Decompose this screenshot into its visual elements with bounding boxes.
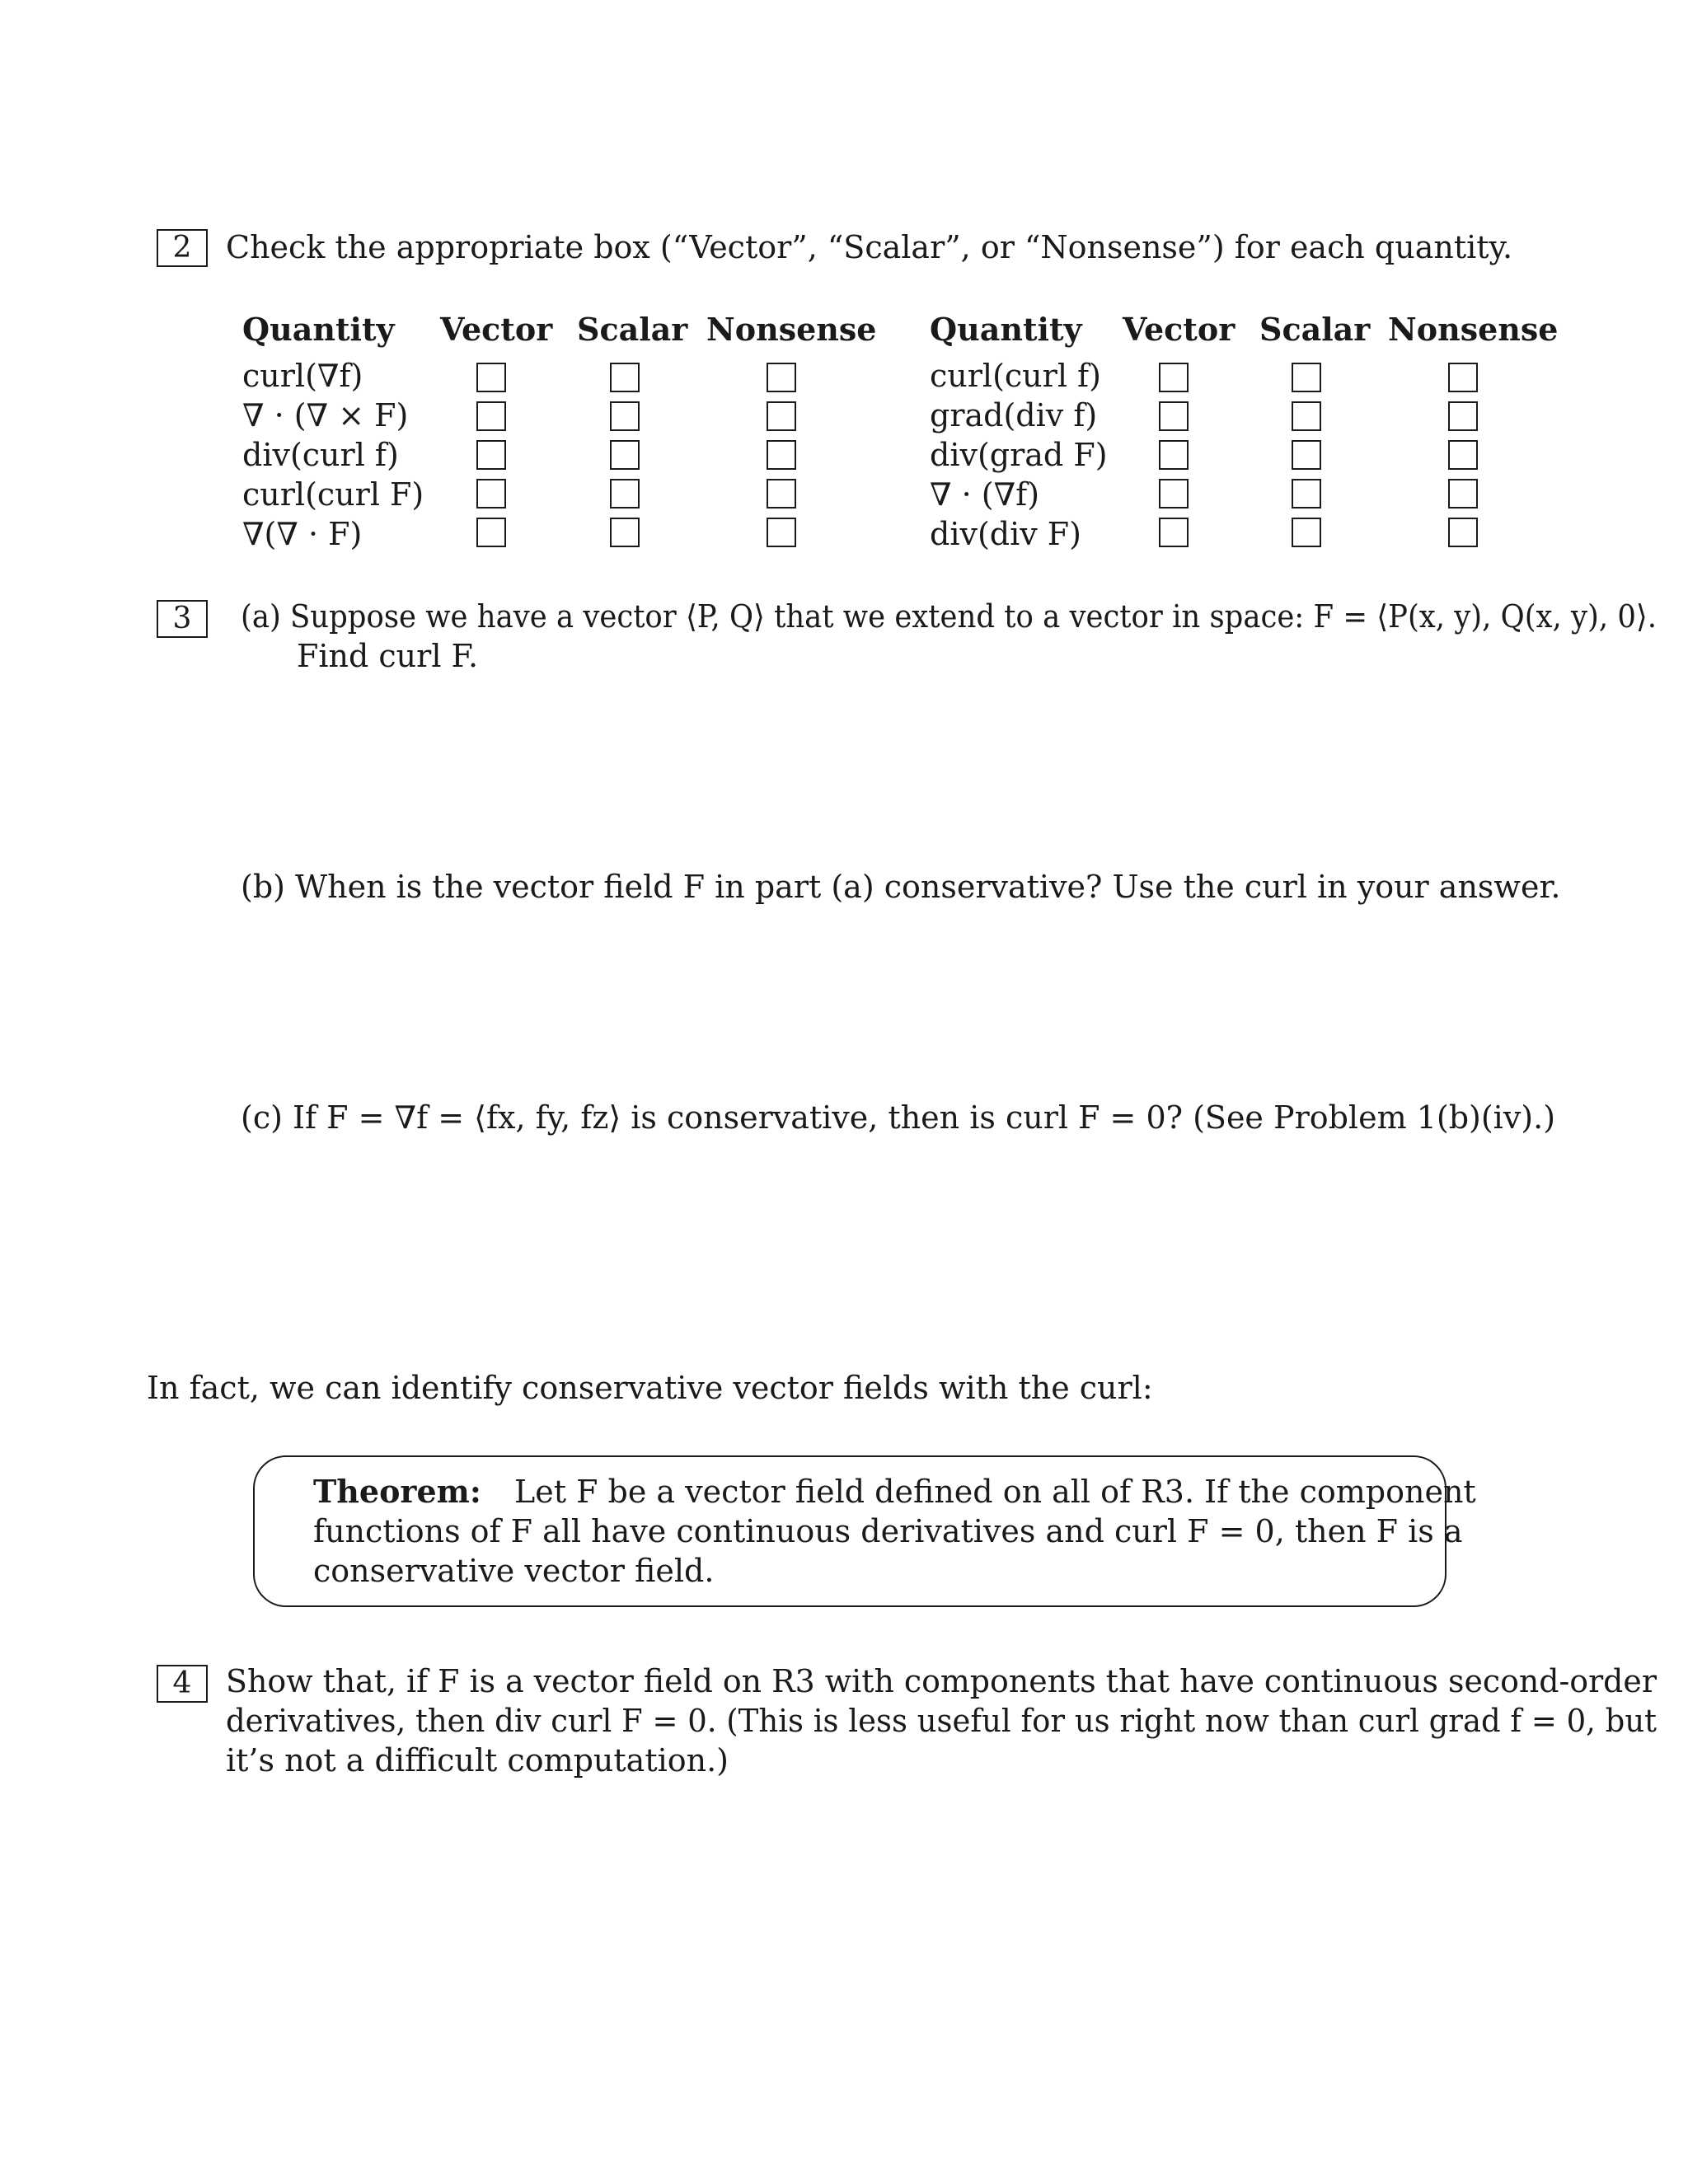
left-header-vector: Vector: [440, 311, 553, 348]
checkbox-left-row2-vector[interactable]: [476, 401, 506, 431]
problem-3-number: 3: [157, 600, 208, 638]
checkbox-right-row2-scalar[interactable]: [1292, 401, 1321, 431]
problem-4-line2: derivatives, then div curl F = 0. (This is less useful for us right now than curl grad f = 0, but: [226, 1703, 1658, 1739]
problem-3-part-a-line2: Find curl F.: [297, 638, 479, 674]
checkbox-right-row2-nonsense[interactable]: [1448, 401, 1478, 431]
right-quantity-row: div(grad F): [930, 437, 1108, 473]
checkbox-left-row5-nonsense[interactable]: [767, 518, 796, 547]
checkbox-right-row1-scalar[interactable]: [1292, 363, 1321, 392]
left-header-scalar: Scalar: [577, 311, 688, 348]
checkbox-left-row2-scalar[interactable]: [610, 401, 640, 431]
left-quantity-row: div(curl f): [242, 437, 399, 473]
checkbox-left-row4-nonsense[interactable]: [767, 479, 796, 509]
problem-3-part-a-line1: (a) Suppose we have a vector ⟨P, Q⟩ that we extend to a vector in space: F = ⟨P(x, y), Q(x, y), 0⟩.: [241, 598, 1658, 635]
checkbox-right-row5-scalar[interactable]: [1292, 518, 1321, 547]
checkbox-right-row1-vector[interactable]: [1159, 363, 1189, 392]
right-quantity-row: div(div F): [930, 516, 1081, 552]
left-header-quantity: Quantity: [242, 311, 395, 348]
checkbox-right-row1-nonsense[interactable]: [1448, 363, 1478, 392]
left-quantity-row: ∇ · (∇ × F): [242, 397, 409, 434]
checkbox-left-row3-nonsense[interactable]: [767, 440, 796, 470]
right-header-nonsense: Nonsense: [1388, 311, 1559, 348]
checkbox-left-row4-vector[interactable]: [476, 479, 506, 509]
checkbox-right-row3-vector[interactable]: [1159, 440, 1189, 470]
checkbox-left-row5-scalar[interactable]: [610, 518, 640, 547]
problem-2-number: 2: [157, 229, 208, 267]
right-quantity-row: curl(curl f): [930, 358, 1101, 394]
checkbox-left-row5-vector[interactable]: [476, 518, 506, 547]
problem-3-part-b: (b) When is the vector field F in part (a) conservative? Use the curl in your answer.: [241, 869, 1561, 905]
checkbox-right-row3-nonsense[interactable]: [1448, 440, 1478, 470]
checkbox-right-row4-scalar[interactable]: [1292, 479, 1321, 509]
checkbox-right-row5-vector[interactable]: [1159, 518, 1189, 547]
theorem-line1: Let F be a vector field defined on all of R3. If the component: [514, 1474, 1476, 1510]
problem-4-line1: Show that, if F is a vector field on R3 with components that have continuous second-order: [226, 1663, 1657, 1699]
problem-3-part-c: (c) If F = ∇f = ⟨fx, fy, fz⟩ is conservative, then is curl F = 0? (See Problem 1(b)(iv).): [241, 1099, 1556, 1136]
problem-4-number: 4: [157, 1665, 208, 1703]
checkbox-left-row1-scalar[interactable]: [610, 363, 640, 392]
theorem-line2: functions of F all have continuous derivatives and curl F = 0, then F is a: [313, 1513, 1463, 1549]
problem-2-prompt: Check the appropriate box (“Vector”, “Scalar”, or “Nonsense”) for each quantity.: [226, 229, 1513, 265]
right-header-scalar: Scalar: [1259, 311, 1371, 348]
theorem-line3: conservative vector field.: [313, 1553, 715, 1589]
checkbox-left-row1-vector[interactable]: [476, 363, 506, 392]
checkbox-left-row1-nonsense[interactable]: [767, 363, 796, 392]
checkbox-right-row5-nonsense[interactable]: [1448, 518, 1478, 547]
problem-4-line3: it’s not a difficult computation.): [226, 1742, 729, 1779]
right-header-vector: Vector: [1123, 311, 1236, 348]
intro-text: In fact, we can identify conservative vector fields with the curl:: [147, 1370, 1153, 1406]
checkbox-left-row3-vector[interactable]: [476, 440, 506, 470]
right-quantity-row: grad(div f): [930, 397, 1098, 434]
left-quantity-row: curl(∇f): [242, 358, 363, 394]
theorem-label-text: Theorem:: [313, 1473, 481, 1510]
left-quantity-row: curl(curl F): [242, 476, 424, 513]
left-header-nonsense: Nonsense: [706, 311, 877, 348]
checkbox-left-row4-scalar[interactable]: [610, 479, 640, 509]
checkbox-left-row3-scalar[interactable]: [610, 440, 640, 470]
checkbox-right-row4-nonsense[interactable]: [1448, 479, 1478, 509]
checkbox-right-row2-vector[interactable]: [1159, 401, 1189, 431]
theorem-label: [313, 1472, 481, 1511]
right-quantity-row: ∇ · (∇f): [930, 476, 1040, 513]
checkbox-right-row4-vector[interactable]: [1159, 479, 1189, 509]
left-quantity-row: ∇(∇ · F): [242, 516, 363, 552]
checkbox-left-row2-nonsense[interactable]: [767, 401, 796, 431]
right-header-quantity: Quantity: [930, 311, 1082, 348]
checkbox-right-row3-scalar[interactable]: [1292, 440, 1321, 470]
